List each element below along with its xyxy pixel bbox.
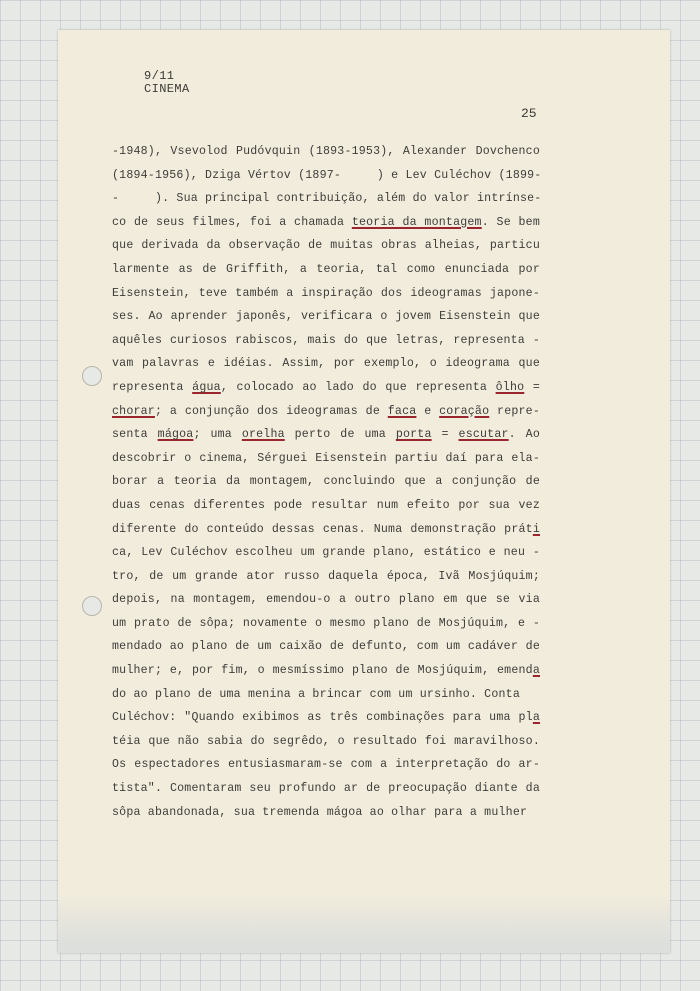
text-segment: que derivada da observação de muitas obras alheias, particu — [112, 239, 540, 253]
text-line — [112, 683, 540, 707]
text-line — [112, 376, 540, 400]
text-line — [112, 211, 540, 235]
underlined-term: a — [532, 711, 540, 725]
text-segment: e — [416, 404, 440, 418]
text-line — [112, 518, 540, 542]
text-segment: ; a conjunção dos ideogramas de — [154, 404, 388, 418]
text-segment: co de seus filmes, foi a chamada — [112, 215, 352, 229]
text-line — [112, 352, 540, 376]
text-segment: do ao plano de uma menina a brincar com um ursinho. Conta — [112, 687, 520, 701]
text-segment: . Se bem — [481, 215, 540, 229]
underlined-term: orelha — [241, 428, 285, 442]
underlined-term: faca — [387, 404, 417, 418]
text-line — [112, 234, 540, 258]
underlined-term: ôlho — [495, 380, 525, 394]
punch-hole — [82, 596, 102, 616]
text-segment: aquêles curiosos rabiscos, mais do que letras, representa - — [112, 333, 540, 347]
text-segment: um prato de sôpa; novamente o mesmo plano de Mosjúquim, e - — [112, 616, 540, 630]
text-line — [112, 635, 540, 659]
text-line — [112, 706, 540, 730]
text-segment: téia que não sabia do segrêdo, o resultado foi maravilhoso. — [112, 734, 540, 748]
text-line — [112, 470, 540, 494]
underlined-term: coração — [439, 404, 490, 418]
text-line — [112, 494, 540, 518]
text-line — [112, 801, 540, 825]
text-segment: repre- — [489, 404, 540, 418]
text-line — [112, 400, 540, 424]
underlined-term: escutar — [458, 428, 509, 442]
text-segment: ses. Ao aprender japonês, verificara o jovem Eisenstein que — [112, 310, 540, 324]
text-line — [112, 588, 540, 612]
document-code — [144, 70, 190, 96]
text-segment: senta — [112, 428, 158, 442]
text-segment: depois, na montagem, emendou-o a outro plano em que se via — [112, 593, 540, 607]
text-line — [112, 329, 540, 353]
underlined-term: i — [532, 522, 540, 536]
text-line — [112, 612, 540, 636]
text-segment: mulher; e, por fim, o mesmíssimo plano de Mosjúquim, emend — [112, 664, 533, 678]
text-segment: duas cenas diferentes pode resultar num efeito por sua vez — [112, 498, 540, 512]
underlined-term: teoria da montagem — [351, 215, 482, 229]
text-line — [112, 753, 540, 777]
text-segment: , colocado ao lado do que representa — [220, 380, 496, 394]
underlined-term: mágoa — [157, 428, 194, 442]
text-segment: sôpa abandonada, sua tremenda mágoa ao olhar para a mulher — [112, 805, 528, 819]
text-segment: (1894-1956), Dziga Vértov (1897- ) e Lev Culéchov (1899- — [112, 168, 542, 182]
text-line — [112, 777, 540, 801]
page-number: 25 — [521, 106, 537, 121]
text-segment: -1948), Vsevolod Pudóvquin (1893-1953), Alexander Dovchenco — [112, 145, 540, 158]
text-line — [112, 565, 540, 589]
text-line — [112, 659, 540, 683]
text-segment: mendado ao plano de um caixão de defunto, com um cadáver de — [112, 640, 540, 654]
text-segment: perto de uma — [284, 428, 396, 442]
text-segment: descobrir o cinema, Sérguei Eisenstein partiu daí para ela- — [112, 451, 540, 465]
text-segment: Os espectadores entusiasmaram-se com a interpretação do ar- — [112, 758, 540, 772]
body-text — [112, 140, 540, 824]
document-code-section: CINEMA — [144, 82, 190, 96]
text-segment: vam palavras e idéias. Assim, por exemplo, o ideograma que — [112, 357, 540, 371]
text-segment: diferente do conteúdo dessas cenas. Numa demonstração prát — [112, 522, 533, 536]
text-line — [112, 282, 540, 306]
underlined-term: chorar — [112, 404, 155, 418]
text-line — [112, 187, 540, 211]
text-segment: ; uma — [193, 428, 242, 442]
document-code-number: 9/11 — [144, 69, 175, 83]
text-line — [112, 730, 540, 754]
text-segment: borar a teoria da montagem, concluindo que a conjunção de — [112, 475, 540, 489]
text-segment: - ). Sua principal contribuição, além do valor intrínse- — [112, 192, 542, 206]
text-segment: Eisenstein, teve também a inspiração dos ideogramas japone- — [112, 286, 540, 300]
text-line — [112, 305, 540, 329]
underlined-term: a — [532, 664, 540, 678]
text-segment: larmente as de Griffith, a teoria, tal como enunciada por — [112, 262, 540, 276]
text-line — [112, 447, 540, 471]
text-segment: representa — [112, 380, 193, 394]
underlined-term: água — [192, 380, 221, 394]
text-line — [112, 541, 540, 565]
text-segment: = — [524, 380, 541, 394]
text-line — [112, 140, 540, 164]
text-line — [112, 423, 540, 447]
text-segment: tro, de um grande ator russo daquela época, Ivã Mosjúquim; — [112, 569, 540, 583]
underlined-term: porta — [395, 428, 432, 442]
text-line — [112, 164, 540, 188]
text-segment: ca, Lev Culéchov escolheu um grande plano, estático e neu - — [112, 546, 540, 560]
punch-hole — [82, 366, 102, 386]
text-segment: = — [431, 428, 459, 442]
text-segment: . Ao — [508, 428, 540, 442]
text-line — [112, 258, 540, 282]
text-segment: Culéchov: "Quando exibimos as três combinações para uma pl — [112, 711, 533, 725]
text-segment: tista". Comentaram seu profundo ar de preocupação diante da — [112, 782, 540, 796]
